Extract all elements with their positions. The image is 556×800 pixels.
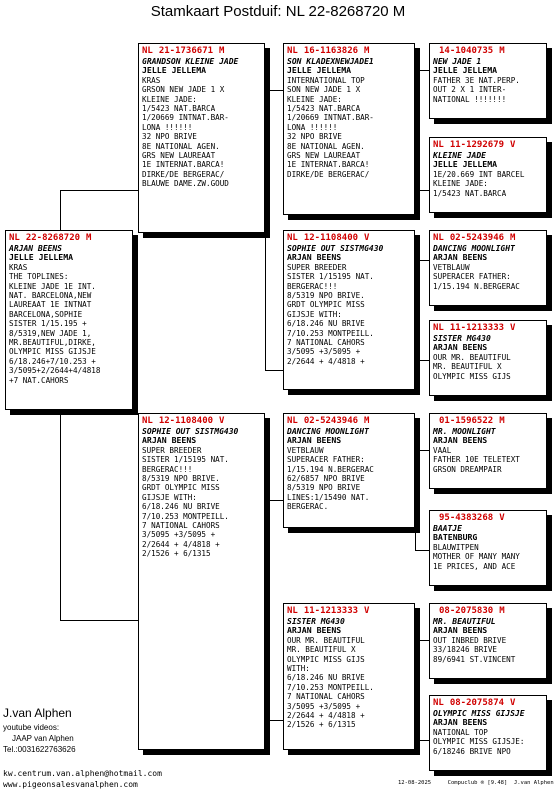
info-line: 32 NPO BRIVE	[142, 132, 197, 142]
pigeon-name: NEW JADE 1	[433, 57, 482, 66]
pigeon-card-sire-sire	[283, 43, 415, 215]
country-prefix: NL	[433, 140, 444, 150]
ring-number	[433, 233, 543, 244]
page-title: Stamkaart Postduif: NL 22-8268720 M	[150, 3, 406, 20]
ring-number	[287, 606, 411, 617]
connector-line	[265, 90, 266, 370]
info-line: GRSON NEW JADE 1 X	[142, 85, 225, 95]
country-prefix: NL	[287, 606, 298, 616]
info-line: GIJSJE WITH:	[142, 492, 197, 502]
info-line: 7/10.253 MONTPEILL.	[287, 328, 374, 338]
ring-code: 11-1292679	[449, 140, 505, 150]
info-line: DIRKE/DE BERGERAC/	[287, 169, 370, 179]
connector-line	[265, 500, 283, 501]
ring-number	[433, 416, 543, 427]
info-line: OLYMPIC MISS GIJS	[287, 654, 365, 664]
ring-number	[287, 233, 411, 244]
website-link[interactable]: www.pigeonsalesvanalphen.com	[3, 780, 138, 789]
info-line: 7/10.253 MONTPEILL.	[142, 511, 229, 521]
breeder-name: JELLE JELLEMA	[9, 252, 74, 263]
pigeon-info	[287, 446, 411, 512]
videos-label: youtube videos:	[3, 723, 60, 732]
pigeon-name: SOPHIE OUT SISTMG430	[287, 244, 384, 253]
pigeon-name: GRANDSON KLEINE JADE	[142, 57, 239, 66]
breeder-name: JELLE JELLEMA	[287, 65, 352, 76]
info-line: GRDT OLYMPIC MISS	[287, 300, 365, 310]
ring-code: 22-8268720	[25, 233, 81, 243]
pigeon-card-sire-dam	[283, 230, 415, 390]
pigeon-info	[433, 353, 543, 381]
connector-line	[415, 550, 429, 551]
info-line: BARCELONA,SOPHIE	[9, 309, 83, 319]
info-line: NAT. BARCELONA,NEW	[9, 291, 92, 301]
pigeon-card-ds-sire	[429, 413, 547, 489]
ring-number	[142, 46, 261, 57]
connector-line	[60, 190, 61, 230]
info-line: SUPERACER FATHER:	[287, 455, 365, 465]
info-line: KRAS	[9, 262, 28, 272]
connector-line	[415, 740, 429, 741]
ring-code: 16-1163826	[303, 46, 359, 56]
pigeon-name: OLYMPIC MISS GIJSJE	[433, 709, 525, 718]
sex-marker: M	[219, 46, 225, 56]
info-line: 6/18.246 NU BRIVE	[287, 319, 365, 329]
connector-line	[415, 360, 429, 361]
info-line: 2/2644 + 4/4818 +	[287, 711, 365, 721]
ring-number	[142, 416, 261, 427]
sex-marker: M	[364, 416, 370, 426]
info-line: LAUREAAT 1E INTNAT	[9, 300, 92, 310]
info-line: 89/6941 ST.VINCENT	[433, 654, 516, 664]
pigeon-card-dam-sire	[283, 413, 415, 528]
info-line: 1E PRICES, AND ACE	[433, 561, 516, 571]
pigeon-info	[142, 76, 261, 189]
pigeon-info	[287, 76, 411, 179]
info-line: KRAS	[142, 75, 161, 85]
sex-marker: M	[86, 233, 92, 243]
info-line: SUPER BREEDER	[142, 445, 202, 455]
info-line: BLAUWITPEN	[433, 542, 479, 552]
connector-line	[60, 410, 61, 620]
info-line: MOTHER OF MANY MANY	[433, 552, 520, 562]
info-line: THE TOPLINES:	[9, 272, 69, 282]
connector-line	[60, 620, 138, 621]
info-line: BERGERAC.	[287, 502, 329, 512]
pigeon-card-dam	[138, 413, 265, 750]
sex-marker: M	[364, 46, 370, 56]
info-line: 6/18.246 NU BRIVE	[287, 673, 365, 683]
info-line: +7 NAT.CAHORS	[9, 375, 69, 385]
info-line: 7 NATIONAL CAHORS	[287, 338, 365, 348]
info-line: 6/18246 BRIVE NPO	[433, 746, 511, 756]
ring-number	[287, 46, 411, 57]
info-line: 1E INTERNAT.BARCA!	[142, 160, 225, 170]
info-line: OUT 2 X 1 INTER-	[433, 85, 507, 95]
ring-code: 95-4383268	[439, 513, 494, 523]
pigeon-name: SISTER MG430	[287, 617, 345, 626]
pigeon-card-subject	[5, 230, 133, 410]
pigeon-name: ARJAN BEENS	[9, 244, 62, 253]
pigeon-card-ss-sire	[429, 43, 547, 119]
info-line: 32 NPO BRIVE	[287, 132, 342, 142]
info-line: BERGERAC!!!	[287, 281, 338, 291]
sex-marker: V	[499, 513, 505, 523]
connector-line	[60, 190, 138, 191]
info-line: 1/5423 NAT.BARCA	[142, 104, 216, 114]
videos-name: JAAP van Alphen	[12, 734, 74, 743]
ring-code: 11-1213333	[303, 606, 359, 616]
breeder-name: ARJAN BEENS	[142, 435, 197, 446]
info-line: 3/5095 +3/5095 +	[142, 530, 216, 540]
pigeon-info	[433, 263, 543, 291]
country-prefix: NL	[142, 46, 153, 56]
pigeon-card-dam-dam	[283, 603, 415, 750]
ring-code: 12-1108400	[158, 416, 214, 426]
ring-number	[433, 140, 543, 151]
breeder-name: ARJAN BEENS	[433, 717, 488, 728]
country-prefix: NL	[433, 698, 444, 708]
owner-name: J.van Alphen	[3, 706, 72, 720]
info-line: GRS NEW LAUREAAT	[142, 151, 216, 161]
country-prefix: NL	[287, 46, 298, 56]
info-line: OUR MR. BEAUTIFUL	[287, 635, 365, 645]
sex-marker: M	[499, 416, 505, 426]
connector-line	[415, 70, 416, 190]
info-line: 1/20669 INTNAT.BAR-	[287, 113, 374, 123]
breeder-name: ARJAN BEENS	[433, 435, 488, 446]
connector-line	[415, 190, 429, 191]
info-line: GRDT OLYMPIC MISS	[142, 483, 220, 493]
pigeon-info	[433, 728, 543, 756]
info-line: OLYMPIC MISS GIJS	[433, 371, 511, 381]
breeder-name: BATENBURG	[433, 532, 478, 543]
pigeon-info	[433, 446, 543, 474]
info-line: 1/20669 INTNAT.BAR-	[142, 113, 229, 123]
info-line: 1/15.194 N.BERGERAC	[433, 281, 520, 291]
ring-code: 21-1736671	[158, 46, 214, 56]
info-line: SON NEW JADE 1 X	[287, 85, 361, 95]
info-line: KLEINE JADE 1E INT.	[9, 281, 96, 291]
country-prefix: NL	[9, 233, 20, 243]
connector-line	[415, 260, 416, 360]
ring-number	[433, 698, 543, 709]
pigeon-info	[433, 170, 543, 198]
connector-line	[415, 640, 416, 740]
country-prefix: NL	[287, 416, 298, 426]
breeder-name: ARJAN BEENS	[287, 625, 342, 636]
info-line: 7 NATIONAL CAHORS	[142, 521, 220, 531]
info-line: VAAL	[433, 445, 452, 455]
breeder-name: ARJAN BEENS	[433, 252, 488, 263]
ring-code: 08-2075874	[449, 698, 505, 708]
breeder-name: ARJAN BEENS	[433, 342, 488, 353]
pigeon-name: KLEINE JADE	[433, 151, 486, 160]
breeder-name: JELLE JELLEMA	[433, 159, 498, 170]
info-line: SUPERACER FATHER:	[433, 272, 511, 282]
ring-number	[433, 46, 543, 57]
ring-code: 11-1213333	[449, 323, 505, 333]
info-line: GRSON DREAMPAIR	[433, 464, 502, 474]
info-line: 8E NATIONAL AGEN.	[142, 141, 220, 151]
ring-code: 08-2075830	[439, 606, 494, 616]
breeder-name: ARJAN BEENS	[287, 252, 342, 263]
sex-marker: V	[510, 698, 516, 708]
pigeon-card-sire	[138, 43, 265, 233]
info-line: GIJSJE WITH:	[287, 309, 342, 319]
info-line: MR. BEAUTIFUL X	[433, 362, 502, 372]
pigeon-card-ds-dam	[429, 510, 547, 586]
ring-code: 02-5243946	[449, 233, 505, 243]
connector-line	[415, 450, 429, 451]
info-line: VETBLAUW	[287, 445, 324, 455]
info-line: SISTER 1/15195 NAT.	[142, 455, 229, 465]
pigeon-name: SOPHIE OUT SISTMG430	[142, 427, 239, 436]
info-line: 8E NATIONAL AGEN.	[287, 141, 365, 151]
info-line: SISTER 1/15.195 +	[9, 319, 87, 329]
sex-marker: V	[219, 416, 225, 426]
info-line: VETBLAUW	[433, 262, 470, 272]
pigeon-card-ss-dam	[429, 137, 547, 213]
country-prefix: NL	[287, 233, 298, 243]
info-line: SISTER 1/15195 NAT.	[287, 272, 374, 282]
sex-marker: V	[510, 140, 516, 150]
info-line: DIRKE/DE BERGERAC/	[142, 169, 225, 179]
info-line: KLEINE JADE:	[142, 94, 197, 104]
breeder-name: ARJAN BEENS	[433, 625, 488, 636]
connector-line	[265, 720, 283, 721]
pigeon-info	[433, 543, 543, 571]
connector-line	[415, 450, 416, 550]
pigeon-info	[142, 446, 261, 559]
breeder-name: ARJAN BEENS	[287, 435, 342, 446]
country-prefix: NL	[433, 323, 444, 333]
sex-marker: M	[510, 233, 516, 243]
info-line: 1/15.194 N.BERGERAC	[287, 464, 374, 474]
info-line: 2/1526 + 6/1315	[142, 549, 211, 559]
pigeon-name: DANCING MOONLIGHT	[433, 244, 515, 253]
sex-marker: V	[364, 606, 370, 616]
pigeon-card-dd-sire	[429, 603, 547, 679]
connector-line	[415, 640, 429, 641]
info-line: WITH:	[287, 664, 310, 674]
info-line: 1/5423 NAT.BARCA	[433, 188, 507, 198]
pigeon-info	[287, 263, 411, 366]
pigeon-info	[287, 636, 411, 730]
info-line: LONA !!!!!!	[142, 122, 193, 132]
pigeon-name: BAATJE	[433, 524, 462, 533]
info-line: 2/1526 + 6/1315	[287, 720, 356, 730]
info-line: BERGERAC!!!	[142, 464, 193, 474]
pigeon-card-dd-dam	[429, 695, 547, 771]
info-line: NATIONAL !!!!!!!	[433, 94, 507, 104]
info-line: 3/5095 +3/5095 +	[287, 701, 361, 711]
info-line: MR. BEAUTIFUL X	[287, 645, 356, 655]
info-line: LONA !!!!!!	[287, 122, 338, 132]
pigeon-info	[9, 263, 129, 385]
info-line: 3/5095 +3/5095 +	[287, 347, 361, 357]
ring-number	[287, 416, 411, 427]
ring-code: 12-1108400	[303, 233, 359, 243]
info-line: GRS NEW LAUREAAT	[287, 151, 361, 161]
phone-number: Tel.:0031622763626	[3, 745, 76, 754]
pigeon-name: DANCING MOONLIGHT	[287, 427, 369, 436]
info-line: KLEINE JADE:	[287, 94, 342, 104]
info-line: 7/10.253 MONTPEILL.	[287, 682, 374, 692]
ring-number	[433, 606, 543, 617]
info-line: 7 NATIONAL CAHORS	[287, 692, 365, 702]
breeder-name: JELLE JELLEMA	[433, 65, 498, 76]
info-line: 3/5095+2/2644+4/4818	[9, 366, 101, 376]
info-line: OLYMPIC MISS GIJSJE	[9, 347, 96, 357]
pigeon-info	[433, 636, 543, 664]
country-prefix: NL	[433, 233, 444, 243]
pigeon-card-sd-sire	[429, 230, 547, 306]
info-line: 2/2644 + 4/4818 +	[142, 539, 220, 549]
info-line: 8/5319 NPO BRIVE.	[142, 474, 220, 484]
pigeon-name: SISTER MG430	[433, 334, 491, 343]
ring-number	[9, 233, 129, 244]
info-line: 8/5319,NEW JADE 1,	[9, 328, 92, 338]
connector-line	[415, 70, 429, 71]
info-line: OLYMPIC MISS GIJSJE:	[433, 737, 525, 747]
info-line: 6/18.246+7/10.253 +	[9, 356, 96, 366]
connector-line	[265, 90, 283, 91]
info-line: 1E INTERNAT.BARCA!	[287, 160, 370, 170]
breeder-name: JELLE JELLEMA	[142, 65, 207, 76]
info-line: 1/5423 NAT.BARCA	[287, 104, 361, 114]
info-line: MR.BEAUTIFUL,DIRKE,	[9, 338, 96, 348]
connector-line	[265, 500, 266, 720]
sex-marker: M	[499, 606, 505, 616]
ring-code: 01-1596522	[439, 416, 494, 426]
info-line: LINES:1/15490 NAT.	[287, 492, 370, 502]
sex-marker: V	[510, 323, 516, 333]
connector-line	[415, 260, 429, 261]
info-line: FATHER 10E TELETEXT	[433, 455, 520, 465]
ring-number	[433, 513, 543, 524]
info-line: OUT INBRED BRIVE	[433, 635, 507, 645]
info-line: INTERNATIONAL TOP	[287, 75, 365, 85]
info-line: OUR MR. BEAUTIFUL	[433, 352, 511, 362]
pigeon-name: MR. MOONLIGHT	[433, 427, 496, 436]
ring-number	[433, 323, 543, 334]
pigeon-name: SON KLADEXNEWJADE1	[287, 57, 374, 66]
info-line: KLEINE JADE:	[433, 179, 488, 189]
info-line: NATIONAL TOP	[433, 727, 488, 737]
info-line: 8/5319 NPO BRIVE	[287, 483, 361, 493]
ring-code: 02-5243946	[303, 416, 359, 426]
info-line: 8/5319 NPO BRIVE.	[287, 291, 365, 301]
info-line: 6/18.246 NU BRIVE	[142, 502, 220, 512]
ring-code: 14-1040735	[439, 46, 494, 56]
country-prefix: NL	[142, 416, 153, 426]
info-line: FATHER 3E NAT.PERP.	[433, 75, 520, 85]
info-line: 33/18246 BRIVE	[433, 645, 498, 655]
pigeon-info	[433, 76, 543, 104]
pigeon-name: MR. BEAUTIFUL	[433, 617, 496, 626]
sex-marker: M	[499, 46, 505, 56]
info-line: SUPER BREEDER	[287, 262, 347, 272]
info-line: 2/2644 + 4/4818 +	[287, 356, 365, 366]
info-line: 1E/20.669 INT BARCEL	[433, 169, 525, 179]
connector-line	[265, 370, 283, 371]
pigeon-card-sd-dam	[429, 320, 547, 396]
info-line: 62/6857 NPO BRIVE	[287, 474, 365, 484]
email-link[interactable]: kw.centrum.van.alphen@hotmail.com	[3, 769, 162, 778]
software-stamp: 12-08-2025 Compuclub ® [9.48] J.van Alphen	[398, 780, 554, 786]
sex-marker: V	[364, 233, 370, 243]
info-line: BLAUWE DAME.ZW.GOUD	[142, 179, 229, 189]
